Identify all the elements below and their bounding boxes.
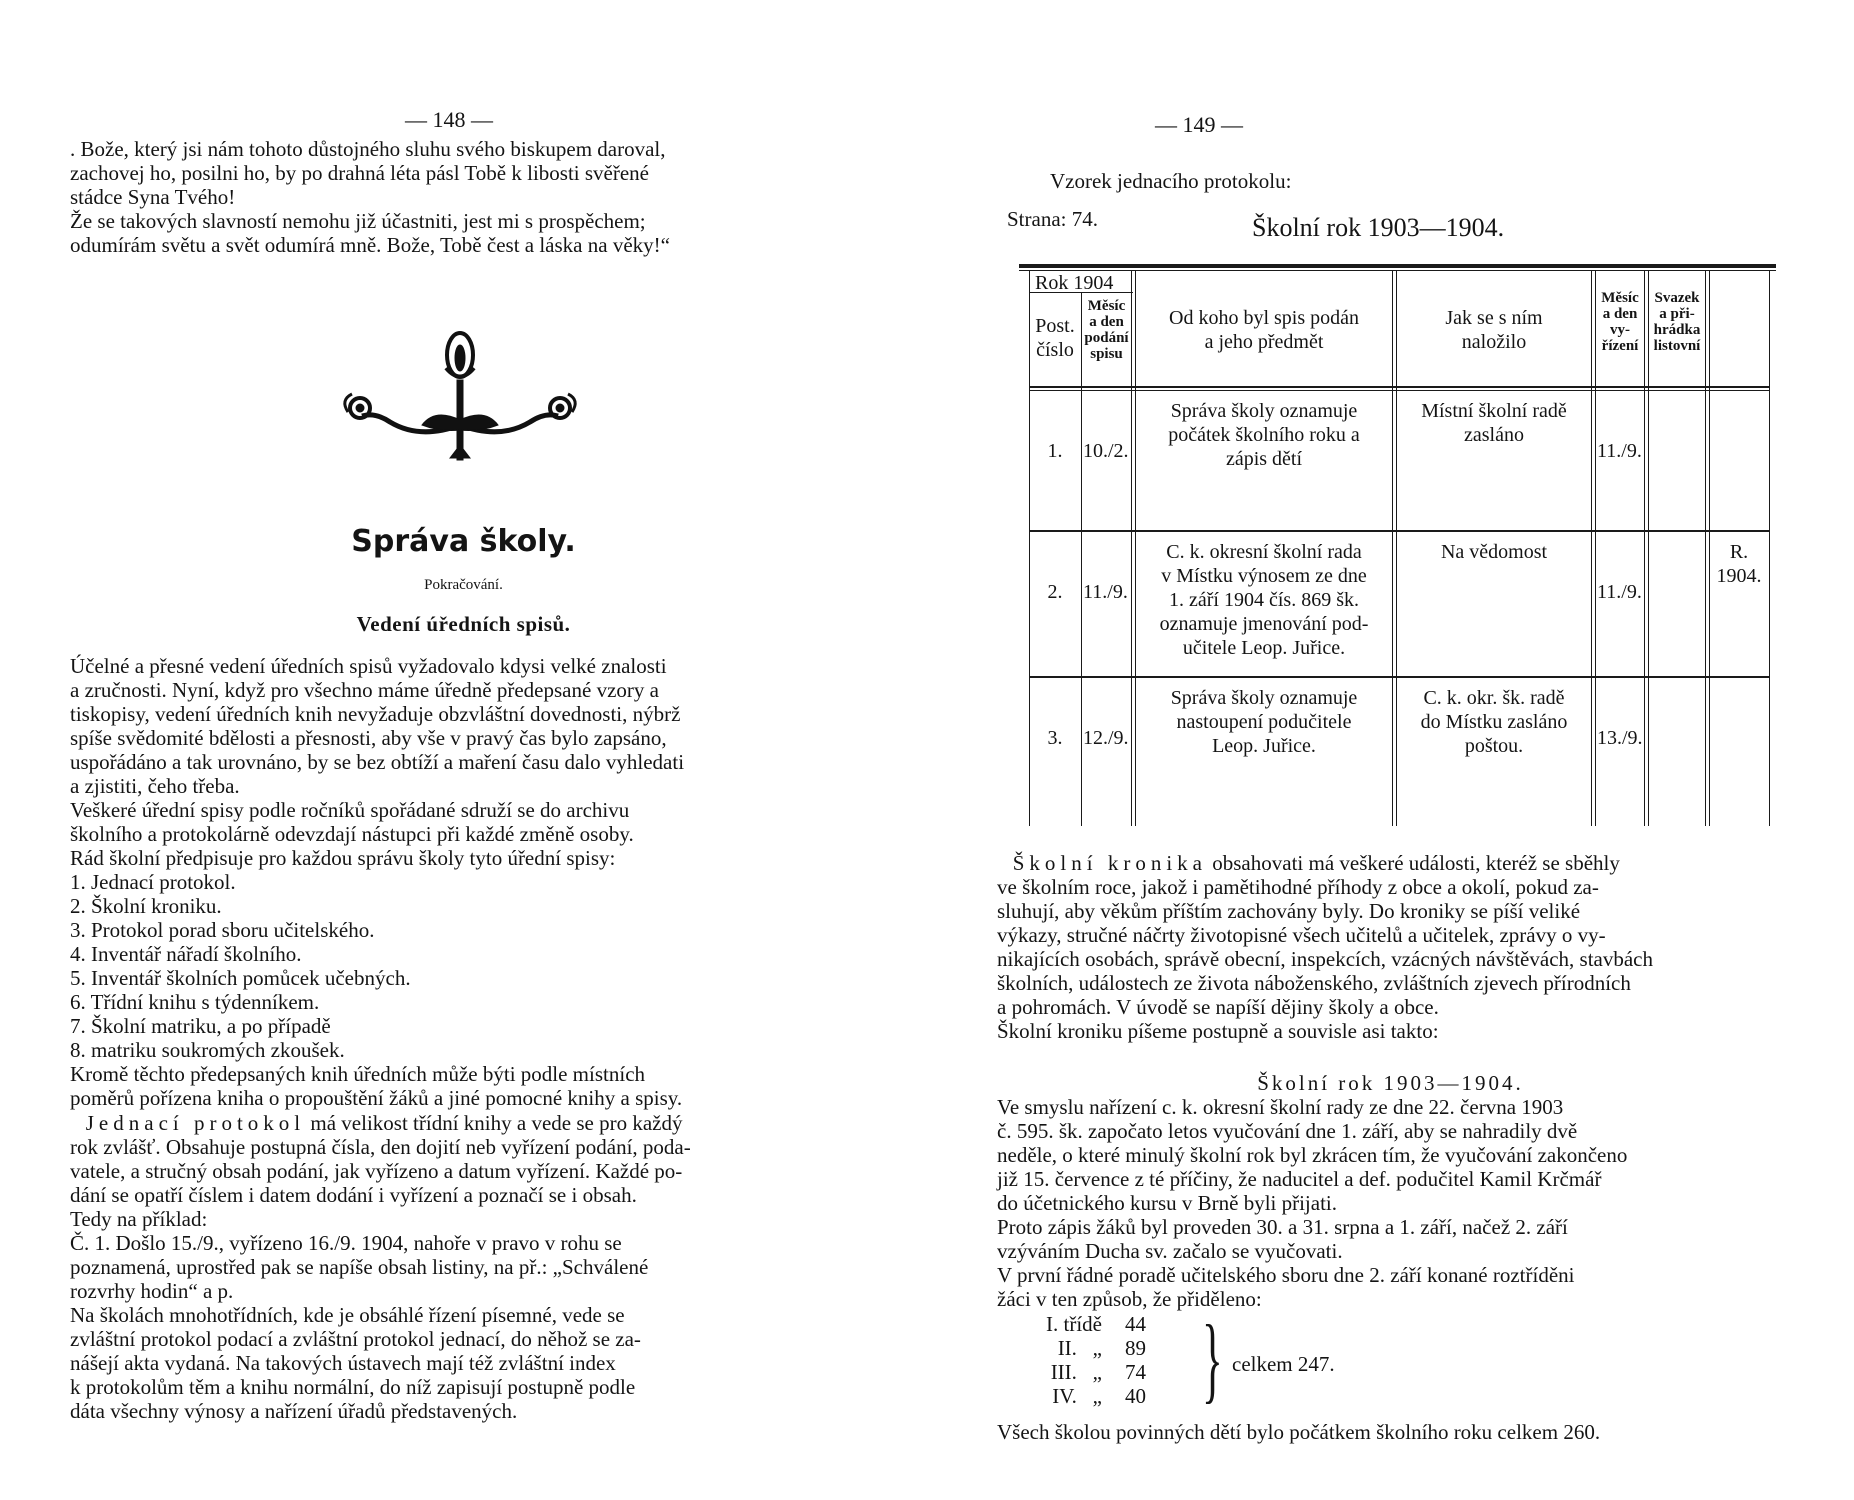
class-count: 40 [1125, 1384, 1146, 1408]
text-line: spíše svědomité bdělosti a přesnosti, aby vše v pravý čas bylo zapsáno, [70, 726, 667, 750]
header-line: Svazek [1654, 290, 1700, 306]
sample-label: Vzorek jednacího protokolu: [1050, 169, 1292, 193]
text-line: Školní kroniku píšeme postupně a souvisle asi takto: [997, 1019, 1439, 1043]
cell-line: nastoupení podučitele [1176, 711, 1352, 733]
text-line: Na školách mnohotřídních, kde je obsáhlé řízení písemné, vede se [70, 1303, 625, 1327]
header-line: naložilo [1461, 331, 1527, 353]
page-number: — 148 — [405, 107, 493, 132]
header-line: a den [1089, 314, 1124, 330]
text-line: V první řádné poradě učitelského sboru dne 2. září konané roztříděni [997, 1263, 1575, 1287]
class-label: III. „ [1050, 1360, 1102, 1384]
header-svazek [1649, 290, 1705, 354]
text-line: Proto zápis žáků byl proveden 30. a 31. srpna a 1. září, načež 2. září [997, 1215, 1568, 1239]
class-count: 44 [1125, 1312, 1146, 1336]
text-line: již 15. července z té příčiny, že naducitel a def. podučitel Kamil Krčmář [997, 1167, 1602, 1191]
text-line: školních, událostech ze života náboženského, zvláštních zjevech přírodních [997, 971, 1631, 995]
row-vyrizeni-date: 11./9. [1597, 581, 1642, 603]
cell-line: Na vědomost [1440, 541, 1548, 563]
header-line: Měsíc [1087, 298, 1126, 314]
body-text [70, 654, 870, 1110]
year-heading: Školní rok 1903—1904. [1257, 1071, 1524, 1095]
floral-ornament-icon [340, 330, 580, 470]
row-number: 2. [1047, 581, 1063, 603]
row-number: 1. [1047, 440, 1063, 462]
class-count: 89 [1125, 1336, 1146, 1360]
final-line: Všech školou povinných dětí bylo počátkem školního roku celkem 260. [997, 1420, 1601, 1444]
page-number: — 149 — [1155, 112, 1243, 137]
text-line: 8. matriku soukromých zkoušek. [70, 1038, 345, 1062]
cell-line: 1. září 1904 čís. 869 šk. [1169, 589, 1359, 611]
text-line: tiskopisy, vedení úředních knih nevyžaduje obzvláštní dovednosti, nýbrž [70, 702, 681, 726]
jednaci-paragraph [70, 1111, 870, 1135]
text-line: 1. Jednací protokol. [70, 870, 236, 894]
text-line: a pohromách. V úvodě se napíší dějiny školy a obce. [997, 995, 1439, 1019]
kronika-text [997, 875, 1797, 1043]
cell-line: C. k. okr. šk. radě [1423, 687, 1565, 709]
text-line: uspořádáno a tak urovnáno, by se bez obtíží a maření času dalo vyhledati [70, 750, 685, 774]
text-line: Kromě těchto předepsaných knih úředních může býti podle místních [70, 1062, 646, 1086]
text-line: odumírám světu a svět odumírá mně. Bože, Tobě čest a láska na věky!“ [70, 233, 670, 257]
right-page [927, 0, 1854, 1500]
row-podani-date: 10./2. [1083, 440, 1129, 462]
header-line: Měsíc [1601, 290, 1639, 306]
row-jak [1397, 540, 1591, 564]
cell-line: Správa školy oznamuje [1170, 687, 1358, 709]
text-line: . Bože, který jsi nám tohoto důstojného sluhu svého biskupem daroval, [70, 137, 666, 161]
kronika-paragraph [997, 851, 1797, 875]
text-line: poznamená, uprostřed pak se napíše obsah listiny, na př.: „Schválené [70, 1255, 649, 1279]
subheading: Vedení úředních spisů. [356, 612, 571, 636]
jednaci-first-line: má velikost třídní knihy a vede se pro každý [305, 1111, 683, 1135]
text-line: do účetnického kursu v Brně byli přijati. [997, 1191, 1338, 1215]
text-line: zachovej ho, posilni ho, by po drahná léta pásl Tobě k libosti svěřené [70, 161, 650, 185]
cell-line: do Místku zasláno [1420, 711, 1568, 733]
intro-paragraph [70, 137, 860, 257]
header-line: a při- [1659, 306, 1695, 322]
row-od-koho [1136, 686, 1392, 758]
text-line: sluhují, aby věkům příštím zachovány byly. Do kroniky se píší veliké [997, 899, 1581, 923]
header-line: podání [1084, 330, 1129, 346]
row-od-koho [1136, 399, 1392, 471]
text-line: rok zvlášť. Obsahuje postupná čísla, den dojití neb vyřízení podání, poda- [70, 1135, 691, 1159]
text-line: rozvrhy hodin“ a p. [70, 1279, 234, 1303]
header-line: a jeho předmět [1204, 331, 1324, 353]
row-podani-date: 11./9. [1083, 581, 1128, 603]
header-line: Od koho byl spis podán [1169, 307, 1359, 329]
text-line: ve školním roce, jakož i pamětihodné příhody z obce a okolí, pokud za- [997, 875, 1599, 899]
year-header [1035, 271, 1113, 295]
text-line: vzýváním Ducha sv. začalo se vyučovati. [997, 1239, 1343, 1263]
continuation-label: Pokračování. [424, 577, 503, 593]
year-label: Rok [1035, 272, 1069, 294]
text-line: 6. Třídní knihu s týdenníkem. [70, 990, 320, 1014]
class-row [1022, 1360, 1146, 1384]
header-vyrizeni [1596, 290, 1644, 354]
kronika-label: Školní kronika [1012, 851, 1207, 875]
row-podani-date: 12./9. [1083, 727, 1129, 749]
header-podani [1082, 298, 1131, 362]
class-label: IV. „ [1052, 1384, 1102, 1408]
text-line: vatele, a stručný obsah podání, jak vyřízeno a datum vyřízení. Každé po- [70, 1159, 683, 1183]
text-line: 4. Inventář nářadí školního. [70, 942, 302, 966]
text-line: nikajících osobách, správě obecní, inspekcích, vzácných návštěvách, stavbách [997, 947, 1653, 971]
header-line: Post. [1035, 315, 1075, 337]
cell-line: Místní školní radě [1421, 400, 1567, 422]
text-line: Účelné a přesné vedení úředních spisů vyžadovalo kdysi velké znalosti [70, 654, 667, 678]
text-line: Veškeré úřední spisy podle ročníků spořádané sdruží se do archivu [70, 798, 630, 822]
text-line: 7. Školní matriku, a po případě [70, 1014, 331, 1038]
text-line: školního a protokolárně odevzdají nástupci při každé změně osoby. [70, 822, 634, 846]
protocol-table [1019, 264, 1776, 826]
cell-line: počátek školního roku a [1168, 424, 1360, 446]
chronicle-text [997, 1095, 1797, 1311]
table-title: Školní rok 1903—1904. [1252, 213, 1505, 242]
text-line: Č. 1. Došlo 15./9., vyřízeno 16./9. 1904, nahoře v pravo v rohu se [70, 1231, 622, 1255]
cell-line: oznamuje jmenování pod- [1159, 613, 1369, 635]
cell-line: v Místku výnosem ze dne [1161, 565, 1367, 587]
row-svazek [1709, 540, 1769, 588]
text-line: 5. Inventář školních pomůcek učebných. [70, 966, 411, 990]
cell-line: zasláno [1464, 424, 1524, 446]
strana-label: Strana: 74. [1007, 207, 1098, 231]
class-total: celkem 247. [1232, 1352, 1335, 1376]
row-number: 3. [1047, 727, 1063, 749]
text-line: Ve smyslu nařízení c. k. okresní školní rady ze dne 22. června 1903 [997, 1095, 1564, 1119]
row-vyrizeni-date: 11./9. [1597, 440, 1642, 462]
year-value: 1904 [1073, 272, 1114, 294]
text-line: zvláštní protokol podací a zvláštní protokol jednací, do něhož se za- [70, 1327, 641, 1351]
row-vyrizeni-date: 13./9. [1597, 727, 1643, 749]
cell-line: učitele Leop. Juřice. [1182, 637, 1346, 659]
header-line: hrádka [1653, 322, 1701, 338]
header-line: řízení [1601, 338, 1639, 354]
text-line: neděle, o které minulý školní rok byl zkrácen tím, že vyučování zakončeno [997, 1143, 1628, 1167]
row-jak [1397, 399, 1591, 447]
header-line: vy- [1610, 322, 1630, 338]
text-line: 2. Školní kroniku. [70, 894, 222, 918]
header-post-cislo [1029, 314, 1081, 362]
body-text-continued [70, 1135, 870, 1423]
cell-line: Správa školy oznamuje [1170, 400, 1358, 422]
kronika-first-line: obsahovati má veškeré události, kteréž se sběhly [1207, 851, 1620, 875]
text-line: Rád školní předpisuje pro každou správu školy tyto úřední spisy: [70, 846, 616, 870]
text-line: k protokolům těm a knihu normální, do níž zapisují postupně podle [70, 1375, 636, 1399]
text-line: dáta všechny výnosy a nařízení úřadů představených. [70, 1399, 518, 1423]
header-line: Jak se s ním [1445, 307, 1543, 329]
text-line: Tedy na příklad: [70, 1207, 208, 1231]
cell-line: poštou. [1464, 735, 1524, 757]
text-line: č. 595. šk. započato letos vyučování dne 1. září, aby se nahradily dvě [997, 1119, 1578, 1143]
class-label: I. třídě [1046, 1312, 1102, 1336]
class-count: 74 [1125, 1360, 1146, 1384]
text-line: a zjistiti, čeho třeba. [70, 774, 240, 798]
text-line: dání se opatří číslem i datem dodání i vyřízení a poznačí se i obsah. [70, 1183, 637, 1207]
text-line: a zručnosti. Nyní, když pro všechno máme úředně předepsané vzory a [70, 678, 659, 702]
section-heading: Správa školy. [351, 524, 576, 559]
jednaci-label: Jednací protokol [85, 1111, 306, 1135]
header-line: číslo [1036, 339, 1074, 361]
text-line: poměrů pořízena kniha o propouštění žáků a jiné pomocné knihy a spisy. [70, 1086, 683, 1110]
cell-line: 1904. [1716, 565, 1762, 587]
header-jak [1397, 306, 1591, 354]
row-jak [1397, 686, 1591, 758]
text-line: 3. Protokol porad sboru učitelského. [70, 918, 375, 942]
class-label: II. „ [1057, 1336, 1102, 1360]
cell-line: zápis dětí [1225, 448, 1303, 470]
row-od-koho [1136, 540, 1392, 660]
header-line: a den [1602, 306, 1638, 322]
text-line: stádce Syna Tvého! [70, 185, 236, 209]
cell-line: R. [1729, 541, 1749, 563]
text-line: výkazy, stručné náčrty životopisné všech učitelů a učitelek, zprávy o vy- [997, 923, 1606, 947]
brace-icon: } [1202, 1305, 1223, 1412]
class-row [1022, 1336, 1146, 1360]
text-line: žáci v ten způsob, že přiděleno: [997, 1287, 1262, 1311]
header-line: spisu [1090, 346, 1123, 362]
class-row [1022, 1384, 1146, 1408]
text-line: nášejí akta vydaná. Na takových ústavech mají též zvláštní index [70, 1351, 616, 1375]
text-line: Že se takových slavností nemohu již účastniti, jest mi s prospěchem; [70, 209, 646, 233]
header-od-koho [1136, 306, 1392, 354]
cell-line: Leop. Juřice. [1212, 735, 1316, 757]
header-line: listovní [1653, 338, 1701, 354]
class-row [1022, 1312, 1146, 1336]
cell-line: C. k. okresní školní rada [1166, 541, 1362, 563]
